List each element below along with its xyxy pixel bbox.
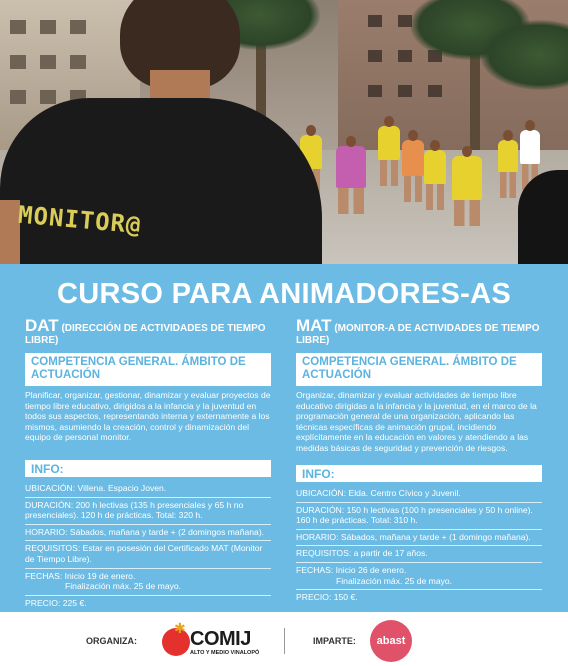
- monitor-arm: [0, 200, 20, 264]
- monitor-shirt: [0, 98, 322, 264]
- mat-description: Organizar, dinamizar y evaluar actividades de tiempo libre educativo dirigidas a la infancia y la juventud, en el marco de la programación general de una organización, aplicando las técnicas específicas de animación grupal, incidiendo explícitamente en la educación en valores y atendiendo a las medidas básicas de seguridad y prevención de riesgos.: [296, 390, 537, 453]
- imparte-label: IMPARTE:: [313, 636, 356, 646]
- dat-requisitos: REQUISITOS: Estar en posesión del Certificado MAT (Monitor de Tiempo Libre).: [25, 541, 271, 568]
- comij-subtitle: ALTO Y MEDIO VINALOPÓ: [190, 650, 260, 656]
- dat-heading: [25, 316, 271, 347]
- mat-info-label: INFO:: [296, 465, 542, 482]
- mat-column: [296, 316, 542, 606]
- shirt-text: MONITOR@: [17, 200, 143, 240]
- mat-horario: HORARIO: Sábados, mañana y tarde + (1 domingo mañana).: [296, 530, 542, 547]
- child-figure: [424, 150, 446, 184]
- mat-fechas-inicio: FECHAS: Inicio 26 de enero.: [296, 564, 407, 575]
- mat-ubicacion: UBICACIÓN: Elda. Centro Cívico y Juvenil.: [296, 486, 542, 503]
- dat-info-label: INFO:: [25, 460, 271, 477]
- footer-divider: [284, 628, 285, 654]
- dat-fechas-inicio: FECHAS: Inicio 19 de enero.: [25, 570, 136, 581]
- comij-name: COMIJ: [190, 628, 251, 650]
- dat-column: [25, 316, 271, 611]
- info-panel: [0, 264, 568, 612]
- child-figure: [452, 156, 482, 200]
- dat-precio: PRECIO: 225 €.: [25, 597, 87, 608]
- dat-horario: HORARIO: Sábados, mañana y tarde + (2 domingos mañana).: [25, 525, 271, 542]
- dat-fechas: [25, 569, 271, 596]
- dat-duracion: DURACIÓN: 200 h lectivas (135 h presenciales y 65 h no presenciales). 120 h de prácticas. Total: 320 h.: [25, 498, 271, 525]
- comij-star-icon: ✱: [174, 620, 186, 636]
- mat-name: (MONITOR-A DE ACTIVIDADES DE TIEMPO LIBRE): [296, 323, 540, 346]
- abast-logo: abast: [370, 620, 412, 662]
- child-figure: [378, 126, 400, 160]
- child-figure: [402, 140, 424, 176]
- mat-fechas-fin: Finalización máx. 25 de mayo.: [336, 575, 453, 586]
- mat-code: MAT: [296, 316, 332, 335]
- dat-description: Planificar, organizar, gestionar, dinamizar y evaluar proyectos de tiempo libre educativo, dirigidos a la infancia y la juventud en todos sus aspectos, representando interna y externamente a los mismos, asumiendo la creación, control y dinamización del equipo de personal monitor.: [25, 390, 271, 443]
- mat-heading: [296, 316, 542, 347]
- dat-ubicacion: UBICACIÓN: Villena. Espacio Joven.: [25, 481, 271, 498]
- organiza-label: ORGANIZA:: [86, 636, 137, 646]
- mat-fechas: [296, 563, 542, 590]
- dat-competencia-box: COMPETENCIA GENERAL. ÁMBITO DE ACTUACIÓN: [25, 353, 271, 386]
- header-photo: [0, 0, 568, 264]
- comij-logo: [160, 620, 270, 660]
- dat-code: DAT: [25, 316, 59, 335]
- child-figure: [498, 140, 518, 172]
- dat-name: (DIRECCIÓN DE ACTIVIDADES DE TIEMPO LIBRE): [25, 323, 266, 346]
- dat-fechas-fin: Finalización máx. 25 de mayo.: [65, 581, 182, 592]
- mat-competencia-box: COMPETENCIA GENERAL. ÁMBITO DE ACTUACIÓN: [296, 353, 542, 386]
- child-figure: [336, 146, 366, 188]
- mat-duracion: DURACIÓN: 150 h lectivas (100 h presenciales y 50 h online). 160 h de prácticas. Total: 310 h.: [296, 503, 542, 530]
- mat-requisitos: REQUISITOS: a partir de 17 años.: [296, 546, 542, 563]
- page-title: CURSO PARA ANIMADORES-AS: [56, 278, 512, 310]
- footer: [0, 612, 568, 666]
- child-figure: [520, 130, 540, 164]
- mat-precio: PRECIO: 150 €.: [296, 592, 358, 603]
